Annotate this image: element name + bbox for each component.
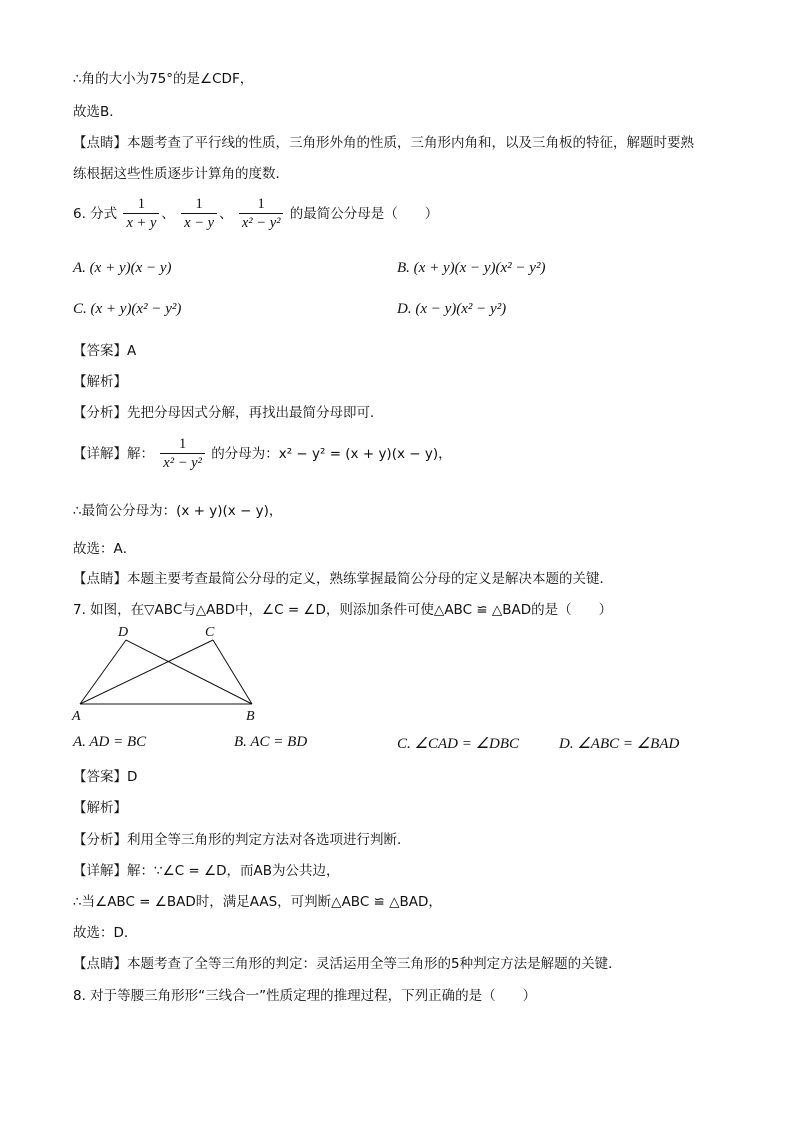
q6-option-d: D. (x − y)(x² − y²): [397, 301, 507, 317]
q6-jiexi: 【解析】: [73, 374, 127, 390]
separator: 、: [161, 206, 175, 222]
fraction-denominator: x² − y²: [160, 453, 205, 472]
fraction-denominator: x + y: [123, 213, 159, 232]
fraction-numerator: 1: [195, 196, 203, 212]
l1: ∴角的大小为75°的是∠CDF，: [73, 71, 254, 87]
segment-bd: [126, 640, 252, 704]
q6-fraction-2: [181, 196, 217, 232]
q7-fenxi: 【分析】利用全等三角形的判定方法对各选项进行判断．: [73, 832, 411, 848]
q6-conclusion: ∴最简公分母为：(x + y)(x − y)，: [73, 503, 283, 519]
q6-dianjing: 【点睛】本题主要考查最简公分母的定义，熟练掌握最简公分母的定义是解决本题的关键．: [73, 571, 613, 587]
q6-option-b: B. (x + y)(x − y)(x² − y²): [397, 260, 546, 276]
segment-ad: [80, 640, 126, 704]
q6-detail: [73, 436, 452, 472]
fraction-numerator: 1: [178, 436, 187, 452]
fraction-denominator: x − y: [181, 213, 217, 232]
q6-answer: 【答案】A: [73, 343, 137, 359]
q7-conclusion: ∴当∠ABC = ∠BAD时，满足AAS，可判断△ABC ≌ △BAD，: [73, 894, 442, 910]
triangle-diagram: [70, 622, 270, 726]
q6-option-a: A. (x + y)(x − y): [73, 260, 172, 276]
label-d: D: [118, 625, 129, 640]
l2: 故选B．: [73, 104, 123, 120]
detail-suffix: 的分母为：x² − y² = (x + y)(x − y)，: [211, 446, 452, 462]
q7-detail: 【详解】解：∵∠C = ∠D，而AB为公共边，: [73, 863, 340, 879]
q7-option-b: B. AC = BD: [234, 734, 308, 750]
l4: 练根据这些性质逐步计算角的度数．: [73, 166, 289, 182]
label-c: C: [205, 625, 215, 640]
fraction-numerator: 1: [137, 196, 146, 212]
q7-answer: 【答案】D: [73, 769, 138, 785]
segment-ac: [80, 640, 213, 704]
fraction-numerator: 1: [257, 196, 265, 212]
q7-option-a: A. AD = BC: [73, 734, 147, 750]
label-a: A: [72, 709, 81, 724]
detail-fraction: [160, 436, 205, 472]
q6-fenxi: 【分析】先把分母因式分解，再找出最简分母即可．: [73, 405, 384, 421]
label-b: B: [246, 709, 255, 724]
q7-choose: 故选：D．: [73, 925, 138, 941]
l3: 【点睛】本题考查了平行线的性质，三角形外角的性质，三角形内角和，以及三角板的特征，解题时要熟: [73, 135, 694, 151]
q8-stem: 8. 对于等腰三角形形“三线合一”性质定理的推理过程，下列正确的是（ ）: [73, 988, 537, 1004]
q6-fraction-1: [123, 196, 159, 232]
q7-option-c: C. ∠CAD = ∠DBC: [397, 736, 520, 752]
q6-stem: [73, 196, 438, 232]
q7-jiexi: 【解析】: [73, 800, 127, 816]
q6-stem-prefix: 6. 分式: [73, 206, 118, 222]
separator: 、: [219, 206, 233, 222]
q7-stem: 7. 如图，在▽ABC与△ABD中，∠C = ∠D，则添加条件可使△ABC ≌ △BAD的是（ ）: [73, 602, 613, 618]
q6-choose: 故选：A．: [73, 541, 137, 557]
q6-option-c: C. (x + y)(x² − y²): [73, 301, 182, 317]
q6-stem-suffix: 的最简公分母是（ ）: [289, 206, 439, 222]
q7-option-d: D. ∠ABC = ∠BAD: [559, 736, 680, 752]
q7-dianjing: 【点睛】本题考查了全等三角形的判定：灵活运用全等三角形的5种判定方法是解题的关键．: [73, 956, 622, 972]
q6-fraction-3: [239, 196, 284, 232]
triangle-figure: [70, 622, 270, 730]
detail-prefix: 【详解】解：: [73, 446, 154, 462]
fraction-denominator: x² − y²: [239, 213, 284, 232]
